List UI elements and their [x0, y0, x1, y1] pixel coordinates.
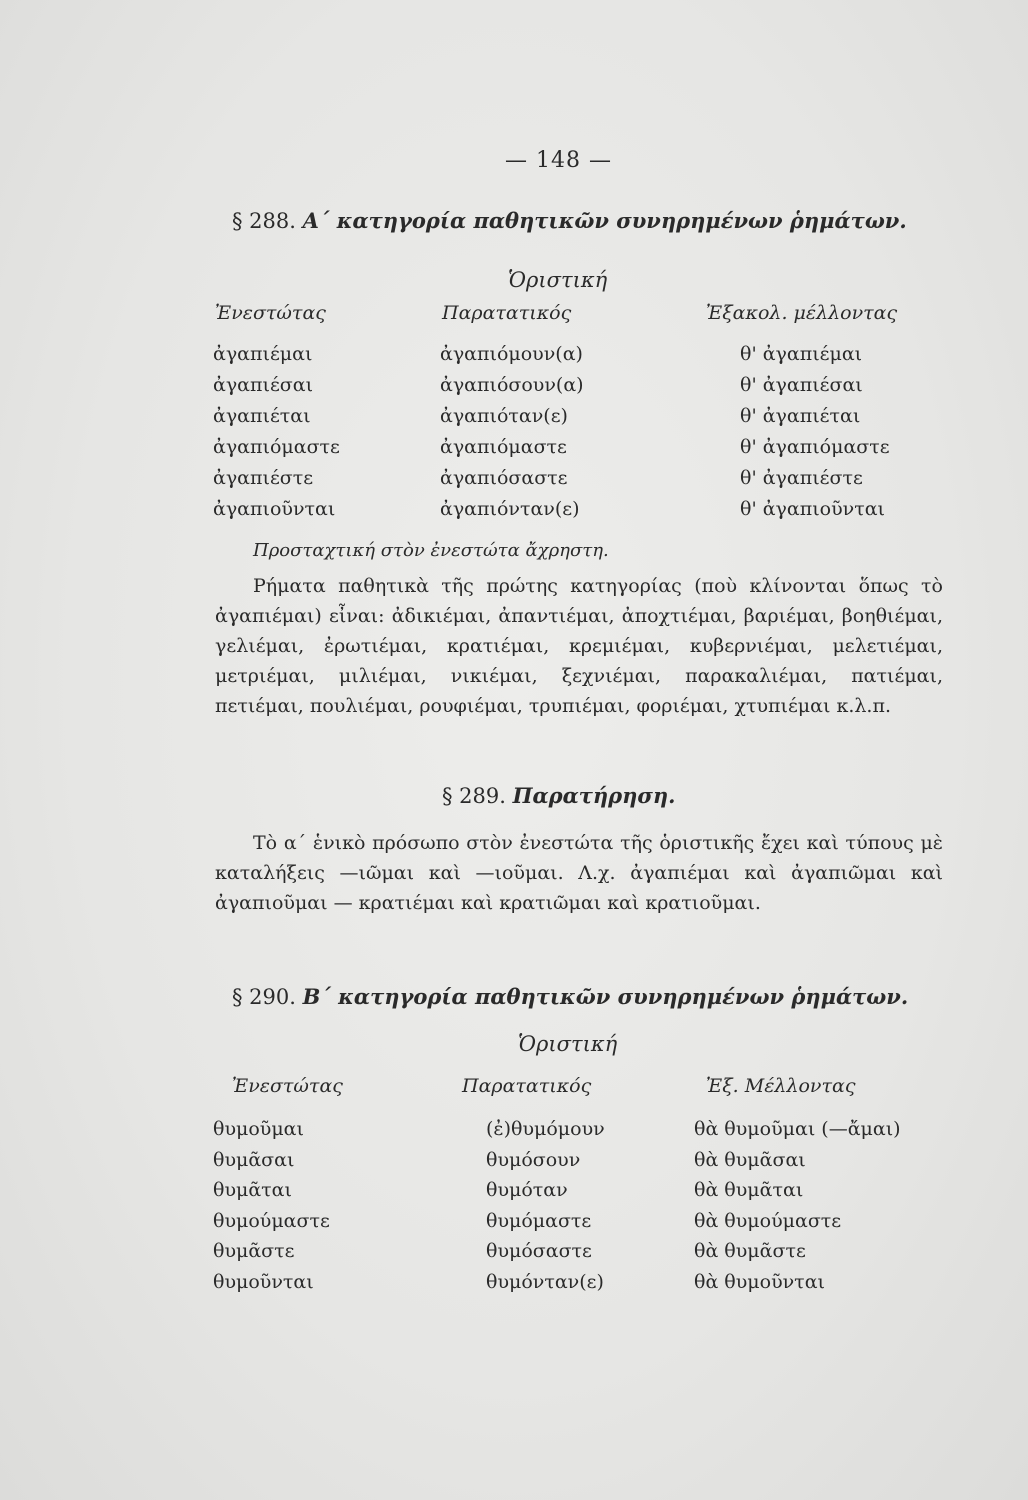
s288-future-form: θ' ἀγαπιέστε [740, 467, 863, 489]
s290-present-form: θυμᾶσαι [213, 1148, 295, 1171]
s288-present-form: ἀγαπιέσαι [213, 374, 314, 396]
s288-present-column [213, 339, 340, 525]
s290-imperfect-form: θυμόμαστε [486, 1209, 592, 1232]
section-289-heading [442, 783, 675, 808]
s288-present-form: ἀγαπιοῦνται [213, 498, 336, 520]
section-289-number: § 289. [442, 784, 506, 808]
section-290-mood: Ὁριστική [518, 1032, 618, 1056]
s290-imperfect-form: θυμόνταν(ε) [486, 1270, 604, 1293]
s288-header-future: Ἐξακολ. μέλλοντας [706, 302, 898, 324]
s288-future-form: θ' ἀγαπιέσαι [740, 374, 863, 396]
page-number: — 148 — [505, 148, 612, 173]
s288-imperfect-form: ἀγαπιόμαστε [440, 436, 567, 458]
s288-future-form: θ' ἀγαπιέται [740, 405, 861, 427]
s288-imperfect-form: ἀγαπιόταν(ε) [440, 405, 568, 427]
s288-imperfect-form: ἀγαπιόνταν(ε) [440, 498, 580, 520]
s290-future-form: θὰ θυμᾶσαι [694, 1148, 806, 1171]
s288-future-column [740, 339, 890, 525]
s290-future-form: θὰ θυμοῦμαι (—ἄμαι) [694, 1118, 901, 1140]
s288-imperfect-form: ἀγαπιόσαστε [440, 467, 568, 489]
s288-imperfect-form: ἀγαπιόμουν(α) [440, 343, 583, 365]
s290-future-column [694, 1114, 901, 1297]
s288-paragraph [215, 571, 943, 721]
s290-present-form: θυμᾶται [213, 1179, 292, 1201]
s290-imperfect-form: θυμόσαστε [486, 1240, 592, 1262]
section-290-title: Β΄ κατηγορία παθητικῶν συνηρημένων ῥημάτων. [302, 984, 909, 1009]
section-288-mood: Ὁριστική [508, 268, 608, 292]
section-290-heading [232, 984, 908, 1009]
s288-header-present: Ἐνεστώτας [215, 302, 326, 324]
s290-header-present: Ἐνεστώτας [232, 1075, 343, 1097]
s290-imperfect-form: (ἐ)θυμόμουν [486, 1118, 605, 1140]
s290-imperfect-form: θυμόταν [486, 1179, 568, 1201]
s290-present-form: θυμοῦμαι [213, 1118, 304, 1140]
s288-imperfect-column [440, 339, 584, 525]
s288-present-form: ἀγαπιέται [213, 405, 311, 427]
s288-header-imperfect: Παρατατικός [442, 302, 572, 324]
s288-present-form: ἀγαπιέστε [213, 467, 314, 489]
s288-future-form: θ' ἀγαπιοῦνται [740, 498, 885, 520]
s289-paragraph-text: Τὸ α΄ ἑνικὸ πρόσωπο στὸν ἐνεστώτα τῆς ὁριστικῆς ἔχει καὶ τύπους μὲ καταλήξεις —ιῶμαι καὶ —ιοῦμαι. Λ.χ. ἀγαπιέμαι καὶ ἀγαπιῶμαι καὶ ἀγαπιοῦμαι — κρατιέμαι καὶ κρατιῶμαι καὶ κρατιοῦμαι. [215, 832, 943, 914]
section-289-title: Παρατήρηση. [512, 783, 676, 808]
s289-paragraph [215, 828, 943, 918]
s288-imperfect-form: ἀγαπιόσουν(α) [440, 374, 584, 396]
s290-future-form: θὰ θυμούμαστε [694, 1209, 842, 1232]
s288-paragraph-text: Ρήματα παθητικὰ τῆς πρώτης κατηγορίας (ποὺ κλίνονται ὅπως τὸ ἀγαπιέμαι) εἶναι: ἀδικιέμαι, ἀπαντιέμαι, ἀποχτιέμαι, βαριέμαι, βοηθιέμαι, γελιέμαι, ἐρωτιέμαι, κρατιέμαι, κρεμιέμαι, κυβερνιέμαι, μελετιέμαι, μετριέμαι, μιλιέμαι, νικιέμαι, ξεχνιέμαι, παρακαλιέμαι, πατιέμαι, πετιέμαι, πουλιέμαι, ρουφιέμαι, τρυπιέμαι, φοριέμαι, χτυπιέμαι κ.λ.π. [215, 575, 943, 717]
s290-present-column [213, 1114, 330, 1297]
s290-header-imperfect: Παρατατικός [462, 1075, 592, 1097]
s288-imperative-note: Προσταχτική στὸν ἐνεστώτα ἄχρηστη. [253, 540, 609, 561]
s290-future-form: θὰ θυμοῦνται [694, 1270, 825, 1293]
s290-present-form: θυμᾶστε [213, 1240, 295, 1262]
s290-imperfect-form: θυμόσουν [486, 1148, 581, 1171]
s288-present-form: ἀγαπιέμαι [213, 343, 313, 365]
s288-future-form: θ' ἀγαπιόμαστε [740, 436, 890, 458]
s290-present-form: θυμοῦνται [213, 1270, 314, 1293]
s288-present-form: ἀγαπιόμαστε [213, 436, 340, 458]
s290-imperfect-column [486, 1114, 605, 1297]
section-290-number: § 290. [232, 985, 296, 1009]
s288-future-form: θ' ἀγαπιέμαι [740, 343, 863, 365]
s290-header-future: Ἐξ. Μέλλοντας [706, 1075, 856, 1097]
section-288-number: § 288. [232, 209, 296, 233]
s290-future-form: θὰ θυμᾶται [694, 1179, 804, 1201]
section-288-title: Α΄ κατηγορία παθητικῶν συνηρημένων ῥημάτων. [302, 208, 907, 233]
s290-present-form: θυμούμαστε [213, 1209, 330, 1232]
section-288-heading [232, 208, 907, 233]
s290-future-form: θὰ θυμᾶστε [694, 1240, 806, 1262]
